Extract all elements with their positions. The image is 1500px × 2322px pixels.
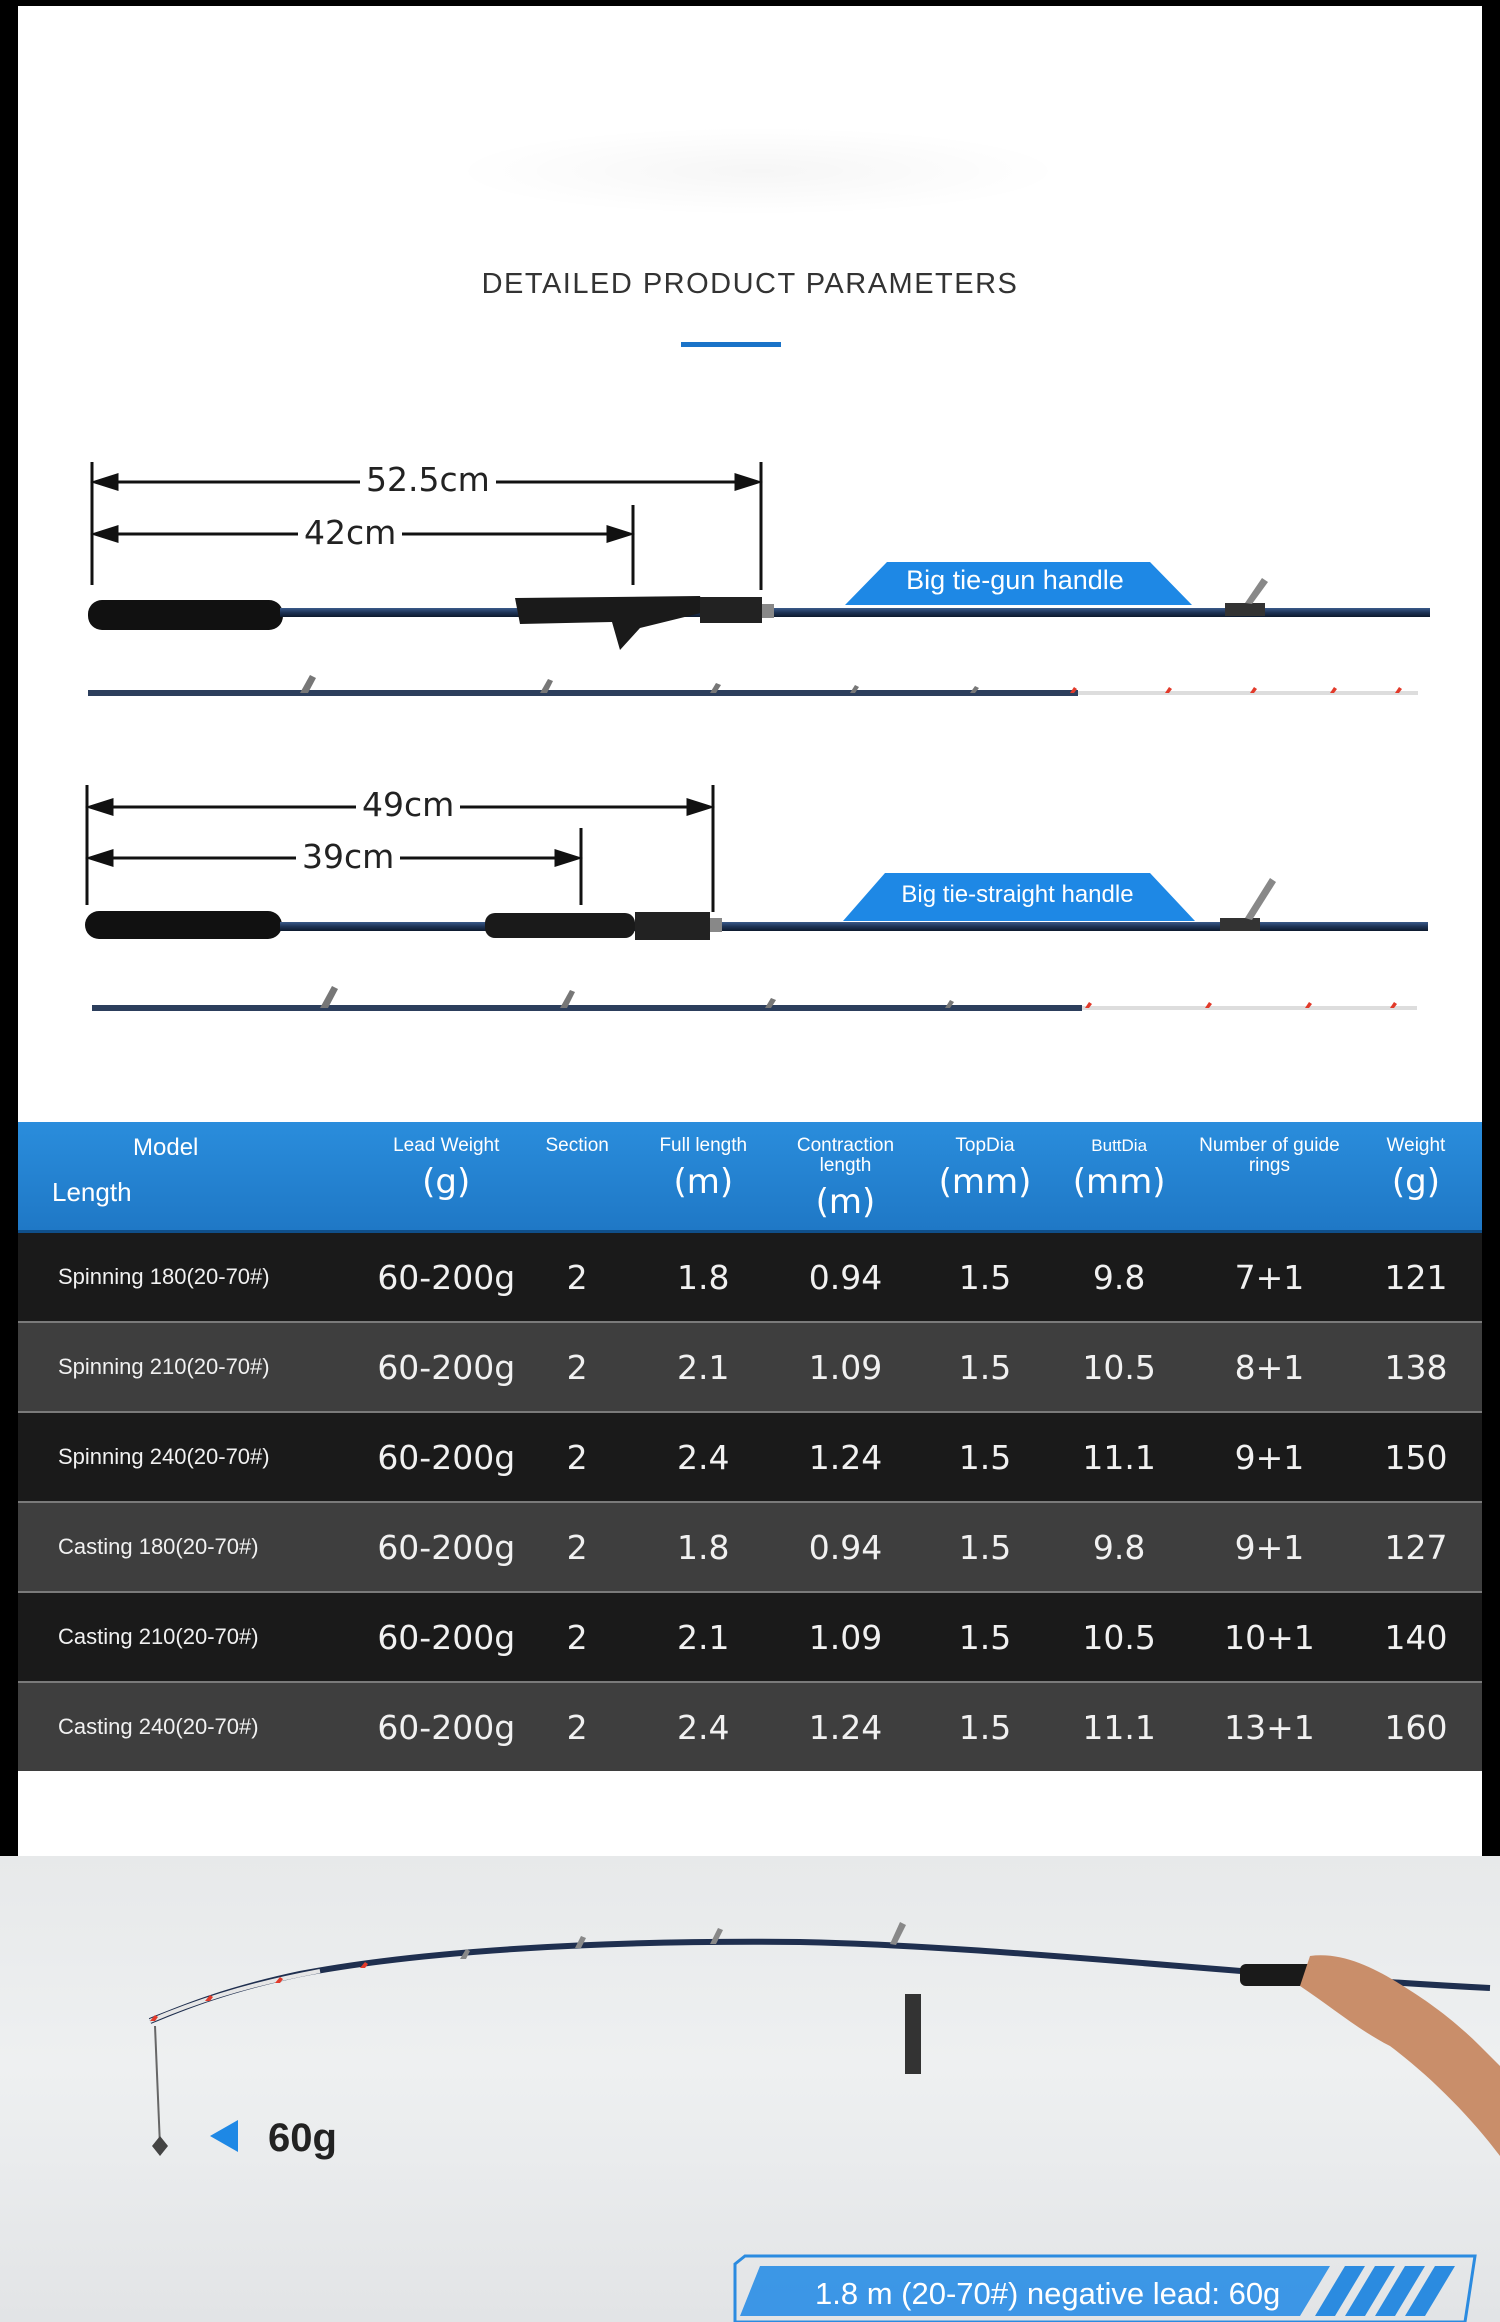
value-cell: 60-200g (374, 1682, 518, 1771)
value-cell: 60-200g (374, 1502, 518, 1592)
value-cell: 2.1 (636, 1322, 770, 1412)
header-model-length (18, 1122, 374, 1232)
header-full-length: Full length (m) (636, 1122, 770, 1232)
table-row (18, 1502, 1482, 1592)
value-cell: 0.94 (770, 1232, 920, 1323)
header-weight: Weight (g) (1350, 1122, 1482, 1232)
value-cell: 2 (518, 1592, 636, 1682)
value-cell: 10+1 (1189, 1592, 1350, 1682)
rod1-inner-length: 42cm (298, 513, 402, 552)
rod2-outer-length: 49cm (356, 785, 460, 824)
value-cell: 1.5 (921, 1322, 1050, 1412)
value-cell: 11.1 (1049, 1682, 1189, 1771)
table-row (18, 1592, 1482, 1682)
value-cell: 60-200g (374, 1412, 518, 1502)
rod2-handle-label: Big tie-straight handle (901, 881, 1134, 908)
value-cell: 60-200g (374, 1232, 518, 1323)
value-cell: 1.8 (636, 1232, 770, 1323)
header-model: Model (133, 1134, 199, 1161)
value-cell: 127 (1350, 1502, 1482, 1592)
rod2-tip-section (92, 986, 1417, 1011)
header-length: Length (52, 1177, 132, 1207)
model-cell: Casting 240(20-70#) (18, 1682, 374, 1771)
table-header-row (18, 1122, 1482, 1232)
header-contraction-length: Contraction length (m) (770, 1122, 920, 1232)
table-row (18, 1322, 1482, 1412)
header-butt-dia: ButtDia (mm) (1049, 1122, 1189, 1232)
value-cell: 1.5 (921, 1592, 1050, 1682)
value-cell: 1.5 (921, 1502, 1050, 1592)
table-row (18, 1682, 1482, 1771)
spec-table (18, 1122, 1482, 1771)
value-cell: 140 (1350, 1592, 1482, 1682)
model-cell: Spinning 240(20-70#) (18, 1412, 374, 1502)
lead-weight-label: 60g (268, 2116, 337, 2160)
value-cell: 2 (518, 1502, 636, 1592)
value-cell: 2 (518, 1232, 636, 1323)
value-cell: 2.1 (636, 1592, 770, 1682)
value-cell: 1.09 (770, 1592, 920, 1682)
weight-pointer-icon (210, 2120, 238, 2152)
value-cell: 1.24 (770, 1412, 920, 1502)
value-cell: 9.8 (1049, 1232, 1189, 1323)
value-cell: 10.5 (1049, 1592, 1189, 1682)
value-cell: 160 (1350, 1682, 1482, 1771)
model-cell: Casting 180(20-70#) (18, 1502, 374, 1592)
value-cell: 10.5 (1049, 1322, 1189, 1412)
header-guide-rings: Number of guide rings (1189, 1122, 1350, 1232)
value-cell: 9+1 (1189, 1502, 1350, 1592)
value-cell: 2 (518, 1682, 636, 1771)
header-section: Section (518, 1122, 636, 1232)
header-top-dia: TopDia (mm) (921, 1122, 1050, 1232)
value-cell: 150 (1350, 1412, 1482, 1502)
model-cell: Spinning 210(20-70#) (18, 1322, 374, 1412)
rod2-inner-length: 39cm (296, 837, 400, 876)
value-cell: 2.4 (636, 1412, 770, 1502)
value-cell: 1.5 (921, 1232, 1050, 1323)
value-cell: 2 (518, 1322, 636, 1412)
bent-rod-illustration (0, 1856, 1500, 2322)
rod2-butt-section (85, 878, 1428, 940)
table-row (18, 1232, 1482, 1323)
value-cell: 11.1 (1049, 1412, 1189, 1502)
value-cell: 60-200g (374, 1322, 518, 1412)
rod1-butt-section (88, 578, 1430, 650)
value-cell: 138 (1350, 1322, 1482, 1412)
value-cell: 0.94 (770, 1502, 920, 1592)
model-cell: Casting 210(20-70#) (18, 1592, 374, 1682)
value-cell: 13+1 (1189, 1682, 1350, 1771)
model-cell: Spinning 180(20-70#) (18, 1232, 374, 1323)
table-body (18, 1232, 1482, 1772)
value-cell: 8+1 (1189, 1322, 1350, 1412)
header-lead-weight: Lead Weight (g) (374, 1122, 518, 1232)
value-cell: 9+1 (1189, 1412, 1350, 1502)
rod1-tip-section (88, 675, 1418, 696)
value-cell: 9.8 (1049, 1502, 1189, 1592)
section-title: DETAILED PRODUCT PARAMETERS (481, 268, 1019, 300)
rod-diagram (0, 0, 1500, 1120)
value-cell: 1.5 (921, 1682, 1050, 1771)
value-cell: 1.8 (636, 1502, 770, 1592)
value-cell: 121 (1350, 1232, 1482, 1323)
value-cell: 2 (518, 1412, 636, 1502)
rod1-outer-length: 52.5cm (360, 460, 496, 499)
value-cell: 2.4 (636, 1682, 770, 1771)
value-cell: 7+1 (1189, 1232, 1350, 1323)
value-cell: 1.09 (770, 1322, 920, 1412)
value-cell: 60-200g (374, 1592, 518, 1682)
photo-caption: 1.8 m (20-70#) negative lead: 60g (815, 2276, 1281, 2311)
rod1-handle-label: Big tie-gun handle (906, 565, 1124, 595)
table-row (18, 1412, 1482, 1502)
value-cell: 1.24 (770, 1682, 920, 1771)
rod-bend-photo (0, 1856, 1500, 2322)
value-cell: 1.5 (921, 1412, 1050, 1502)
